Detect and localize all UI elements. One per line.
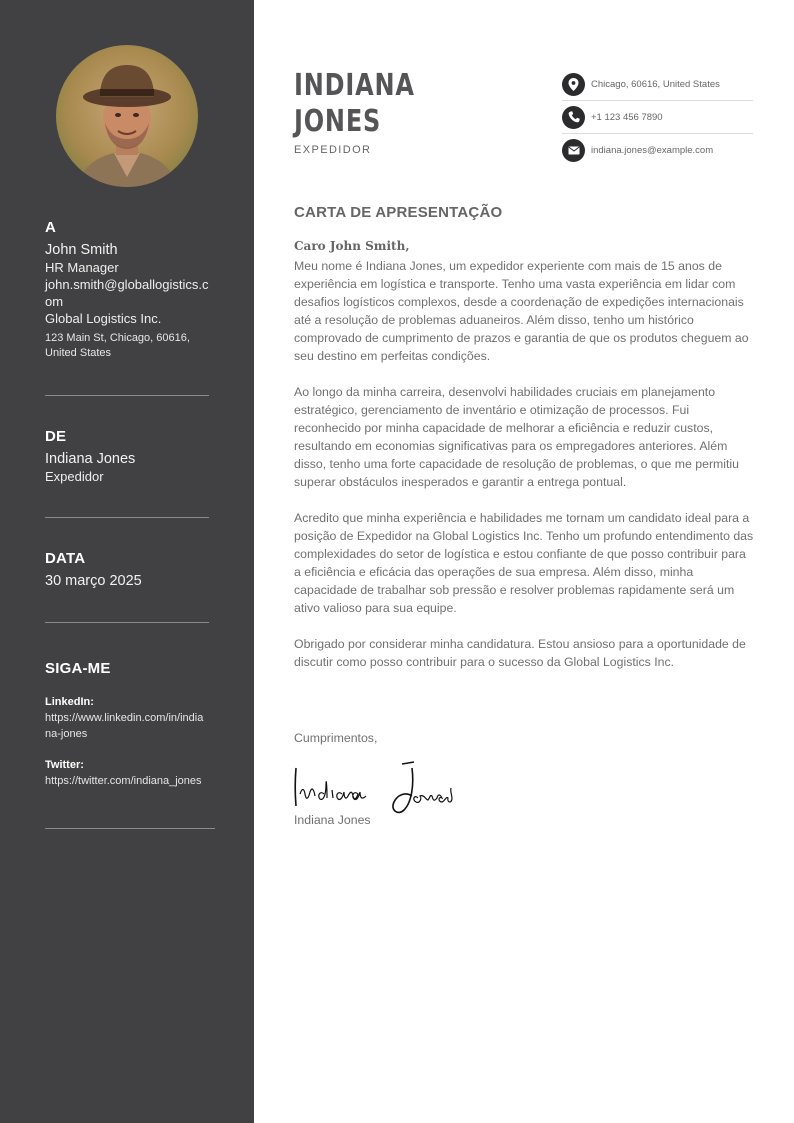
paragraph: Ao longo da minha carreira, desenvolvi habilidades cruciais em planejamento estratégico, gerenciamento de inventário e otimização de processos. Fui reconhecido por minha capacidade de melhorar a eficiência e reduzir custos, resultando em economias significativas para os empregadores anteriores. Além disso, tenho uma forte capacidade de resolução de problemas, o que me permitiu superar obstáculos inesperados e garantir a entrega pontual.: [294, 385, 739, 489]
twitter-link[interactable]: https://twitter.com/indiana_jones: [45, 775, 202, 787]
sender-heading: DE: [45, 428, 67, 445]
letter-title: CARTA DE APRESENTAÇÃO: [294, 204, 503, 221]
contact-email-text[interactable]: indiana.jones@example.com: [591, 144, 714, 156]
letter-body: [294, 204, 754, 689]
signer-name: Indiana Jones: [294, 813, 371, 827]
signature-image: [290, 754, 490, 816]
email-icon: [562, 139, 585, 162]
paragraph: Obrigado por considerar minha candidatura. Estou ansioso para a oportunidade de discutir como posso contribuir para o sucesso da Global Logistics Inc.: [294, 637, 746, 669]
recipient-email: john.smith@globallogistics.com: [45, 277, 209, 309]
contact-location-text: Chicago, 60616, United States: [591, 78, 720, 90]
recipient-section: [45, 219, 215, 361]
recipient-address: 123 Main St, Chicago, 60616, United States: [45, 332, 190, 359]
divider: [45, 828, 215, 829]
contact-location: [562, 72, 753, 100]
job-role: EXPEDIDOR: [294, 144, 372, 156]
sender-name: Indiana Jones: [45, 451, 136, 467]
phone-icon: [562, 106, 585, 129]
follow-section: [45, 660, 215, 789]
recipient-title: HR Manager: [45, 260, 119, 275]
paragraph: Meu nome é Indiana Jones, um expedidor experiente com mais de 15 anos de experiência em logística e transporte. Tenho uma vasta experiência em lidar com desafios logísticos complexos, desde a coordenação de expedições internacionais até a resolução de problemas aduaneiros. Além disso, tenho um histórico comprovado de cumprimento de prazos e garantia de que os produtos cheguem ao seu destino em perfeitas condições.: [294, 259, 749, 363]
linkedin-link[interactable]: https://www.linkedin.com/in/indiana-jones: [45, 712, 204, 740]
sender-section: [45, 428, 215, 485]
divider: [45, 517, 209, 518]
recipient-name: John Smith: [45, 242, 118, 258]
twitter-label: Twitter:: [45, 759, 84, 771]
header-name-block: [294, 68, 445, 156]
divider: [45, 395, 209, 396]
first-name: INDIANA: [294, 68, 415, 103]
sidebar: [0, 0, 254, 1123]
follow-heading: SIGA-ME: [45, 660, 111, 677]
divider: [45, 622, 209, 623]
recipient-company: Global Logistics Inc.: [45, 311, 162, 326]
recipient-heading: A: [45, 219, 57, 236]
last-name: JONES: [294, 104, 382, 139]
date-heading: DATA: [45, 550, 86, 567]
date-value: 30 março 2025: [45, 573, 142, 589]
closing: Cumprimentos,: [294, 731, 378, 745]
linkedin-label: LinkedIn:: [45, 696, 94, 708]
contact-phone-text: +1 123 456 7890: [591, 111, 663, 123]
sender-title: Expedidor: [45, 469, 104, 484]
contact-list: [562, 72, 753, 166]
date-section: [45, 550, 215, 590]
contact-phone: [562, 100, 753, 133]
avatar: [56, 45, 198, 187]
paragraph: Acredito que minha experiência e habilidades me tornam um candidato ideal para a posição de Expedidor na Global Logistics Inc. Tenho um profundo entendimento das complexidades do setor de logística e estou confiante de que posso contribuir para a eficiência e eficácia das operações de sua empresa. Além disso, minha capacidade de trabalhar sob pressão e resolver problemas rapidamente será um ativo valioso para sua equipe.: [294, 511, 754, 615]
location-pin-icon: [562, 73, 585, 96]
contact-email: [562, 133, 753, 166]
salutation: Caro John Smith,: [294, 239, 410, 253]
